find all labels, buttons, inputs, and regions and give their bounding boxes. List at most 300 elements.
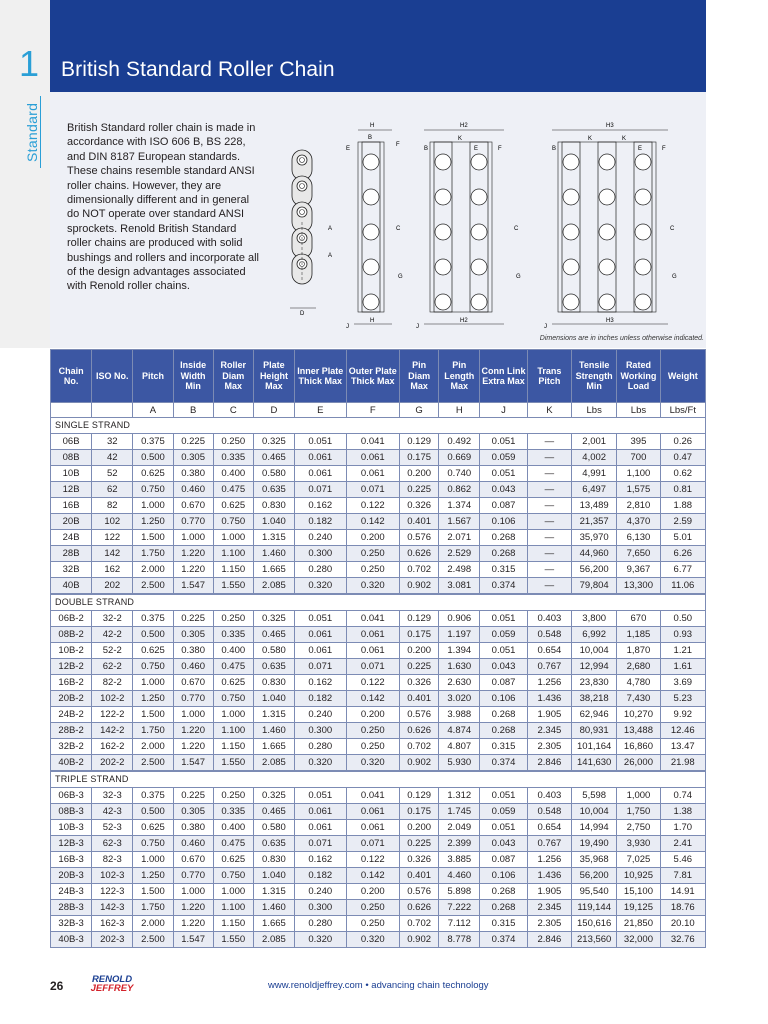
unit-cell: J: [480, 403, 527, 418]
table-cell: —: [527, 578, 571, 595]
table-cell: 0.250: [346, 916, 400, 932]
table-cell: 32-3: [92, 788, 133, 804]
label-e2: E: [474, 146, 479, 152]
table-cell: 0.375: [133, 788, 173, 804]
table-cell: 1.547: [173, 932, 213, 948]
table-cell: 1.150: [213, 562, 253, 578]
table-cell: 0.475: [213, 482, 253, 498]
table-cell: 2.41: [660, 836, 705, 852]
table-row: [51, 868, 706, 884]
table-cell: 1,870: [617, 643, 660, 659]
table-cell: 0.043: [480, 482, 527, 498]
table-cell: 0.74: [660, 788, 705, 804]
table-cell: 5.930: [439, 755, 480, 772]
table-cell: 0.051: [480, 466, 527, 482]
table-cell: 0.750: [133, 482, 173, 498]
table-row: [51, 498, 706, 514]
table-cell: 0.300: [295, 900, 346, 916]
header-row: [51, 350, 706, 403]
section-divider: [40, 96, 41, 168]
table-cell: —: [527, 514, 571, 530]
table-cell: 20B-2: [51, 691, 92, 707]
table-cell: 122-2: [92, 707, 133, 723]
column-header: Pin Length Max: [439, 350, 480, 403]
table-cell: 0.400: [213, 820, 253, 836]
table-cell: 0.400: [213, 466, 253, 482]
table-cell: 0.182: [295, 868, 346, 884]
table-cell: 0.043: [480, 836, 527, 852]
unit-cell: A: [133, 403, 173, 418]
table-row: [51, 659, 706, 675]
table-cell: 5.01: [660, 530, 705, 546]
table-cell: 0.380: [173, 643, 213, 659]
table-cell: 0.767: [527, 659, 571, 675]
table-cell: 0.335: [213, 627, 253, 643]
table-cell: 202-2: [92, 755, 133, 772]
table-cell: 1.040: [253, 514, 294, 530]
table-cell: 1.61: [660, 659, 705, 675]
table-cell: 0.200: [346, 707, 400, 723]
table-cell: 32,000: [617, 932, 660, 948]
table-cell: 0.122: [346, 675, 400, 691]
table-row: [51, 611, 706, 627]
table-cell: 5.23: [660, 691, 705, 707]
table-row: [51, 691, 706, 707]
table-cell: 2,810: [617, 498, 660, 514]
table-cell: 0.059: [480, 804, 527, 820]
table-cell: 0.335: [213, 804, 253, 820]
table-row: [51, 820, 706, 836]
table-cell: 79,804: [572, 578, 617, 595]
table-cell: 52: [92, 466, 133, 482]
table-cell: 2.399: [439, 836, 480, 852]
unit-cell: Lbs: [617, 403, 660, 418]
table-cell: 0.374: [480, 755, 527, 772]
table-cell: 0.051: [480, 611, 527, 627]
table-cell: 0.280: [295, 562, 346, 578]
table-cell: 1.220: [173, 739, 213, 755]
table-cell: 2.498: [439, 562, 480, 578]
table-cell: 0.041: [346, 434, 400, 450]
label-d: D: [300, 311, 305, 317]
table-cell: 0.129: [400, 788, 439, 804]
table-cell: 5.898: [439, 884, 480, 900]
table-cell: 12,994: [572, 659, 617, 675]
table-cell: 162: [92, 562, 133, 578]
table-cell: 1.88: [660, 498, 705, 514]
table-cell: 0.374: [480, 932, 527, 948]
label-h2: H2: [460, 123, 468, 129]
table-cell: 6,130: [617, 530, 660, 546]
table-row: [51, 707, 706, 723]
table-cell: 0.626: [400, 723, 439, 739]
table-row: [51, 836, 706, 852]
table-cell: 2.000: [133, 562, 173, 578]
table-cell: 9,367: [617, 562, 660, 578]
table-cell: 0.071: [295, 659, 346, 675]
column-header: Rated Working Load: [617, 350, 660, 403]
unit-cell: [51, 403, 92, 418]
table-cell: 2.085: [253, 932, 294, 948]
table-cell: 0.240: [295, 530, 346, 546]
column-header: Weight: [660, 350, 705, 403]
table-cell: 1.21: [660, 643, 705, 659]
table-cell: 0.548: [527, 804, 571, 820]
table-cell: 2,750: [617, 820, 660, 836]
table-cell: 0.702: [400, 562, 439, 578]
table-cell: 12B: [51, 482, 92, 498]
table-cell: 0.061: [295, 466, 346, 482]
unit-cell: E: [295, 403, 346, 418]
table-cell: 44,960: [572, 546, 617, 562]
table-cell: 0.625: [133, 820, 173, 836]
table-cell: 26,000: [617, 755, 660, 772]
table-cell: 0.625: [213, 852, 253, 868]
table-cell: 2.345: [527, 723, 571, 739]
table-cell: 0.225: [400, 482, 439, 498]
unit-cell: D: [253, 403, 294, 418]
table-cell: 0.225: [400, 659, 439, 675]
table-cell: 0.625: [133, 466, 173, 482]
table-cell: 1.150: [213, 916, 253, 932]
table-cell: 0.750: [213, 691, 253, 707]
table-row: [51, 434, 706, 450]
table-cell: 0.250: [346, 739, 400, 755]
table-cell: 1.250: [133, 868, 173, 884]
table-cell: 16B: [51, 498, 92, 514]
table-cell: 3.885: [439, 852, 480, 868]
table-cell: 40B: [51, 578, 92, 595]
table-cell: 0.750: [213, 514, 253, 530]
table-cell: 0.576: [400, 707, 439, 723]
table-cell: 0.087: [480, 498, 527, 514]
table-cell: 1.000: [173, 530, 213, 546]
table-cell: —: [527, 466, 571, 482]
unit-cell: K: [527, 403, 571, 418]
table-cell: 32.76: [660, 932, 705, 948]
table-cell: 14,994: [572, 820, 617, 836]
table-cell: 0.750: [133, 659, 173, 675]
table-cell: 0.465: [253, 627, 294, 643]
table-cell: 0.902: [400, 932, 439, 948]
table-cell: 150,616: [572, 916, 617, 932]
column-header: Pitch: [133, 350, 173, 403]
table-cell: 7.112: [439, 916, 480, 932]
table-cell: 1.394: [439, 643, 480, 659]
table-cell: 1.745: [439, 804, 480, 820]
table-cell: 62: [92, 482, 133, 498]
table-cell: 9.92: [660, 707, 705, 723]
table-cell: 1.70: [660, 820, 705, 836]
table-cell: 1.550: [213, 755, 253, 772]
table-cell: 1.315: [253, 707, 294, 723]
unit-cell: Lbs: [572, 403, 617, 418]
table-cell: 0.250: [346, 546, 400, 562]
table-cell: 0.106: [480, 691, 527, 707]
table-cell: 1.100: [213, 546, 253, 562]
table-cell: 12.46: [660, 723, 705, 739]
table-cell: 0.268: [480, 900, 527, 916]
table-cell: 0.162: [295, 675, 346, 691]
table-cell: 0.071: [346, 836, 400, 852]
table-cell: 0.162: [295, 852, 346, 868]
table-cell: 82-2: [92, 675, 133, 691]
table-cell: 0.200: [346, 884, 400, 900]
table-cell: 3.020: [439, 691, 480, 707]
table-cell: 102: [92, 514, 133, 530]
table-cell: 0.335: [213, 450, 253, 466]
table-cell: 0.750: [133, 836, 173, 852]
table-cell: 0.654: [527, 820, 571, 836]
table-cell: 0.47: [660, 450, 705, 466]
table-cell: 0.051: [295, 434, 346, 450]
table-cell: 13,489: [572, 498, 617, 514]
table-cell: 6,992: [572, 627, 617, 643]
table-cell: 1.460: [253, 900, 294, 916]
table-cell: 1.315: [253, 884, 294, 900]
table-cell: 38,218: [572, 691, 617, 707]
table-cell: 0.175: [400, 804, 439, 820]
table-cell: 0.225: [173, 788, 213, 804]
table-cell: 0.051: [295, 788, 346, 804]
renold-jeffrey-logo: RENOLD JEFFREY: [90, 974, 134, 994]
table-cell: 32-2: [92, 611, 133, 627]
table-cell: 0.315: [480, 562, 527, 578]
table-cell: 7,650: [617, 546, 660, 562]
table-cell: 3,930: [617, 836, 660, 852]
table-cell: 0.635: [253, 482, 294, 498]
table-cell: 162-2: [92, 739, 133, 755]
table-cell: 0.702: [400, 739, 439, 755]
table-cell: 0.375: [133, 611, 173, 627]
table-cell: 1.040: [253, 691, 294, 707]
table-cell: 1.000: [173, 707, 213, 723]
table-cell: 2.085: [253, 755, 294, 772]
table-cell: 0.051: [480, 643, 527, 659]
table-cell: 0.280: [295, 916, 346, 932]
table-cell: 0.320: [346, 755, 400, 772]
table-cell: 0.26: [660, 434, 705, 450]
label-j: J: [346, 324, 349, 330]
table-cell: 0.268: [480, 884, 527, 900]
table-cell: 10,004: [572, 643, 617, 659]
table-cell: 102-2: [92, 691, 133, 707]
table-cell: 21.98: [660, 755, 705, 772]
table-cell: 24B-2: [51, 707, 92, 723]
table-cell: 0.50: [660, 611, 705, 627]
header-band: [50, 0, 706, 92]
table-row: [51, 627, 706, 643]
table-cell: 0.225: [400, 836, 439, 852]
table-cell: 0.320: [346, 932, 400, 948]
unit-cell: B: [173, 403, 213, 418]
table-cell: 1.750: [133, 900, 173, 916]
table-cell: 0.182: [295, 691, 346, 707]
table-cell: 0.325: [253, 788, 294, 804]
table-cell: 1.38: [660, 804, 705, 820]
table-cell: 20B-3: [51, 868, 92, 884]
table-cell: 0.460: [173, 836, 213, 852]
table-cell: 42-2: [92, 627, 133, 643]
table-cell: 1.750: [133, 546, 173, 562]
table-cell: 0.625: [133, 643, 173, 659]
table-cell: 0.403: [527, 611, 571, 627]
table-cell: 0.129: [400, 611, 439, 627]
unit-cell: [92, 403, 133, 418]
table-cell: 0.051: [480, 434, 527, 450]
table-cell: 2.500: [133, 755, 173, 772]
table-cell: 0.326: [400, 498, 439, 514]
table-cell: 20.10: [660, 916, 705, 932]
table-cell: 1.665: [253, 916, 294, 932]
column-header: Roller Diam Max: [213, 350, 253, 403]
table-cell: 0.635: [253, 836, 294, 852]
table-cell: 0.325: [253, 611, 294, 627]
table-cell: 0.059: [480, 627, 527, 643]
table-cell: 0.268: [480, 723, 527, 739]
table-cell: 62,946: [572, 707, 617, 723]
table-cell: 0.106: [480, 514, 527, 530]
table-cell: 2.000: [133, 739, 173, 755]
table-cell: 122: [92, 530, 133, 546]
table-cell: —: [527, 546, 571, 562]
table-cell: 1,100: [617, 466, 660, 482]
table-cell: 0.061: [346, 627, 400, 643]
table-cell: 1.250: [133, 514, 173, 530]
table-cell: 162-3: [92, 916, 133, 932]
table-cell: 0.325: [253, 434, 294, 450]
label-e: E: [346, 146, 351, 152]
page-title: British Standard Roller Chain: [61, 58, 335, 81]
label-k3b: K: [622, 136, 627, 142]
table-cell: 12B-2: [51, 659, 92, 675]
table-cell: 0.061: [346, 643, 400, 659]
table-cell: 0.767: [527, 836, 571, 852]
table-cell: 32: [92, 434, 133, 450]
table-cell: 11.06: [660, 578, 705, 595]
table-cell: 23,830: [572, 675, 617, 691]
table-cell: 122-3: [92, 884, 133, 900]
label-h2-bottom: H2: [460, 318, 468, 324]
table-cell: 0.300: [295, 723, 346, 739]
table-cell: —: [527, 530, 571, 546]
column-header: Outer Plate Thick Max: [346, 350, 400, 403]
table-cell: 24B: [51, 530, 92, 546]
table-cell: 0.175: [400, 450, 439, 466]
table-cell: 0.087: [480, 675, 527, 691]
table-cell: 0.305: [173, 627, 213, 643]
table-cell: 24B-3: [51, 884, 92, 900]
table-row: [51, 804, 706, 820]
table-cell: 0.315: [480, 739, 527, 755]
table-cell: 0.129: [400, 434, 439, 450]
table-cell: 700: [617, 450, 660, 466]
table-cell: —: [527, 482, 571, 498]
table-cell: 670: [617, 611, 660, 627]
table-cell: 52-3: [92, 820, 133, 836]
table-cell: 0.830: [253, 498, 294, 514]
table-cell: 62-3: [92, 836, 133, 852]
table-cell: 142-3: [92, 900, 133, 916]
table-cell: 32B-2: [51, 739, 92, 755]
section-label: Standard: [24, 102, 40, 162]
table-cell: 0.200: [400, 643, 439, 659]
table-cell: 1.312: [439, 788, 480, 804]
table-cell: 1.220: [173, 916, 213, 932]
table-cell: 08B-2: [51, 627, 92, 643]
table-cell: 5.46: [660, 852, 705, 868]
column-header: Trans Pitch: [527, 350, 571, 403]
label-a: A: [328, 226, 333, 232]
table-cell: 6.26: [660, 546, 705, 562]
table-cell: 0.142: [346, 868, 400, 884]
table-cell: 4,370: [617, 514, 660, 530]
table-cell: 0.250: [213, 788, 253, 804]
roller-chain-spec-table: [50, 349, 706, 948]
column-header: Plate Height Max: [253, 350, 294, 403]
table-row: [51, 546, 706, 562]
table-row: [51, 755, 706, 772]
table-cell: 0.051: [295, 611, 346, 627]
table-cell: 2.071: [439, 530, 480, 546]
table-cell: 06B-2: [51, 611, 92, 627]
label-b: B: [368, 135, 373, 141]
table-cell: 1.256: [527, 675, 571, 691]
table-cell: 0.305: [173, 450, 213, 466]
table-cell: 08B: [51, 450, 92, 466]
table-cell: 0.200: [346, 530, 400, 546]
unit-cell: H: [439, 403, 480, 418]
table-cell: 0.268: [480, 530, 527, 546]
table-cell: 0.061: [295, 627, 346, 643]
section-row: [51, 594, 706, 611]
table-row: [51, 916, 706, 932]
table-cell: 0.906: [439, 611, 480, 627]
table-cell: 06B-3: [51, 788, 92, 804]
table-cell: 2.630: [439, 675, 480, 691]
table-cell: 40B-3: [51, 932, 92, 948]
table-cell: 0.500: [133, 450, 173, 466]
unit-cell: F: [346, 403, 400, 418]
table-cell: 35,970: [572, 530, 617, 546]
table-cell: 1.000: [133, 852, 173, 868]
table-cell: 10,925: [617, 868, 660, 884]
table-row: [51, 932, 706, 948]
table-cell: 6,497: [572, 482, 617, 498]
intro-paragraph: British Standard roller chain is made in accordance with ISO 606 B, BS 228, and DIN 8187 European standards. These chains resemble standard ANSI roller chains. However, they are dimensionally different and in general do NOT operate over standard ANSI sprockets. Renold British Standard roller chains are produced with solid bushings and rollers and incorporate all of the design advantages associated with Renold roller chains.: [67, 122, 260, 293]
section-title: TRIPLE STRAND: [51, 771, 706, 788]
table-cell: 1.256: [527, 852, 571, 868]
section-title: SINGLE STRAND: [51, 418, 706, 434]
table-cell: 0.061: [295, 450, 346, 466]
table-cell: 0.62: [660, 466, 705, 482]
table-row: [51, 852, 706, 868]
table-cell: 6.77: [660, 562, 705, 578]
table-cell: 0.81: [660, 482, 705, 498]
table-cell: 0.93: [660, 627, 705, 643]
table-cell: 80,931: [572, 723, 617, 739]
section-number: 1: [18, 43, 40, 84]
table-cell: 202-3: [92, 932, 133, 948]
table-cell: 1.000: [213, 884, 253, 900]
table-cell: 62-2: [92, 659, 133, 675]
footer-url[interactable]: www.renoldjeffrey.com • advancing chain technology: [268, 980, 489, 991]
column-header: Inner Plate Thick Max: [295, 350, 346, 403]
table-cell: 4.460: [439, 868, 480, 884]
table-cell: 0.182: [295, 514, 346, 530]
table-cell: 0.122: [346, 498, 400, 514]
table-cell: 40B-2: [51, 755, 92, 772]
